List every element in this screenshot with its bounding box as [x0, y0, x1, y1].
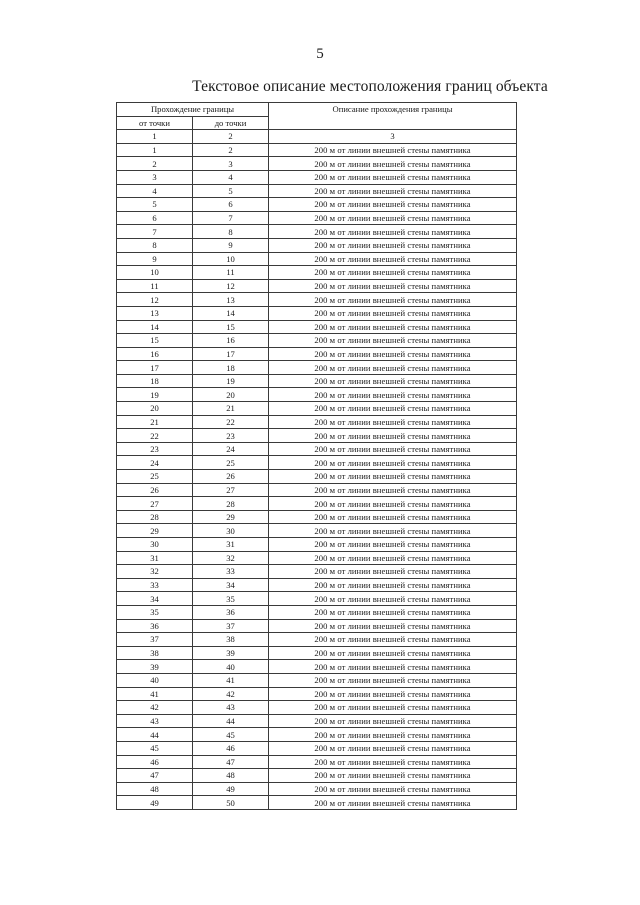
description-cell: 200 м от линии внешней стены памятника	[269, 524, 517, 538]
from-point-cell: 36	[117, 619, 193, 633]
from-point-cell: 2	[117, 157, 193, 171]
to-point-cell: 49	[193, 782, 269, 796]
to-point-cell: 31	[193, 538, 269, 552]
to-point-cell: 23	[193, 429, 269, 443]
description-cell: 200 м от линии внешней стены памятника	[269, 252, 517, 266]
from-point-cell: 1	[117, 143, 193, 157]
table-row	[117, 388, 517, 402]
description-cell: 200 м от линии внешней стены памятника	[269, 728, 517, 742]
from-point-cell: 25	[117, 470, 193, 484]
to-point-cell: 46	[193, 741, 269, 755]
from-point-cell: 30	[117, 538, 193, 552]
description-cell: 200 м от линии внешней стены памятника	[269, 320, 517, 334]
from-point-cell: 35	[117, 605, 193, 619]
description-cell: 200 м от линии внешней стены памятника	[269, 347, 517, 361]
to-point-cell: 33	[193, 565, 269, 579]
table-row	[117, 334, 517, 348]
boundary-description-table	[116, 102, 517, 810]
to-point-cell: 45	[193, 728, 269, 742]
to-point-cell: 7	[193, 211, 269, 225]
header-boundary-passage: Прохождение границы	[117, 103, 269, 117]
description-cell: 200 м от линии внешней стены памятника	[269, 538, 517, 552]
to-point-cell: 48	[193, 769, 269, 783]
to-point-cell: 34	[193, 578, 269, 592]
table-row	[117, 320, 517, 334]
table-row	[117, 769, 517, 783]
table-row	[117, 157, 517, 171]
to-point-cell: 38	[193, 633, 269, 647]
description-cell: 200 м от линии внешней стены памятника	[269, 184, 517, 198]
to-point-cell: 37	[193, 619, 269, 633]
description-cell: 200 м от линии внешней стены памятника	[269, 306, 517, 320]
to-point-cell: 28	[193, 497, 269, 511]
from-point-cell: 17	[117, 361, 193, 375]
to-point-cell: 2	[193, 143, 269, 157]
to-point-cell: 29	[193, 510, 269, 524]
description-cell: 200 м от линии внешней стены памятника	[269, 741, 517, 755]
table-row	[117, 374, 517, 388]
to-point-cell: 42	[193, 687, 269, 701]
to-point-cell: 25	[193, 456, 269, 470]
from-point-cell: 4	[117, 184, 193, 198]
description-cell: 200 м от линии внешней стены памятника	[269, 415, 517, 429]
from-point-cell: 32	[117, 565, 193, 579]
from-point-cell: 28	[117, 510, 193, 524]
to-point-cell: 20	[193, 388, 269, 402]
header-to-point: до точки	[193, 116, 269, 130]
from-point-cell: 46	[117, 755, 193, 769]
table-row	[117, 170, 517, 184]
description-cell: 200 м от линии внешней стены памятника	[269, 605, 517, 619]
from-point-cell: 29	[117, 524, 193, 538]
table-row	[117, 592, 517, 606]
from-point-cell: 14	[117, 320, 193, 334]
table-row	[117, 306, 517, 320]
from-point-cell: 43	[117, 714, 193, 728]
description-cell: 200 м от линии внешней стены памятника	[269, 442, 517, 456]
to-point-cell: 39	[193, 646, 269, 660]
table-row	[117, 211, 517, 225]
table-row	[117, 415, 517, 429]
from-point-cell: 3	[117, 170, 193, 184]
description-cell: 200 м от линии внешней стены памятника	[269, 361, 517, 375]
from-point-cell: 11	[117, 279, 193, 293]
from-point-cell: 47	[117, 769, 193, 783]
table-row	[117, 633, 517, 647]
table-row	[117, 619, 517, 633]
table-row	[117, 279, 517, 293]
table-row	[117, 578, 517, 592]
description-cell: 200 м от линии внешней стены памятника	[269, 701, 517, 715]
table-row	[117, 143, 517, 157]
table-row	[117, 660, 517, 674]
description-cell: 200 м от линии внешней стены памятника	[269, 470, 517, 484]
description-cell: 200 м от линии внешней стены памятника	[269, 157, 517, 171]
table-row	[117, 687, 517, 701]
table-row	[117, 728, 517, 742]
table-row	[117, 538, 517, 552]
description-cell: 200 м от линии внешней стены памятника	[269, 456, 517, 470]
description-cell: 200 м от линии внешней стены памятника	[269, 211, 517, 225]
column-number-1: 1	[117, 130, 193, 144]
from-point-cell: 20	[117, 402, 193, 416]
table-row	[117, 741, 517, 755]
table-row	[117, 701, 517, 715]
table-row	[117, 483, 517, 497]
from-point-cell: 45	[117, 741, 193, 755]
from-point-cell: 19	[117, 388, 193, 402]
from-point-cell: 34	[117, 592, 193, 606]
table-body	[117, 143, 517, 809]
table-row	[117, 497, 517, 511]
to-point-cell: 47	[193, 755, 269, 769]
to-point-cell: 32	[193, 551, 269, 565]
table-row	[117, 252, 517, 266]
from-point-cell: 26	[117, 483, 193, 497]
table-row	[117, 361, 517, 375]
to-point-cell: 6	[193, 198, 269, 212]
table-row	[117, 429, 517, 443]
table-row	[117, 796, 517, 810]
from-point-cell: 16	[117, 347, 193, 361]
table-row	[117, 510, 517, 524]
to-point-cell: 40	[193, 660, 269, 674]
from-point-cell: 37	[117, 633, 193, 647]
to-point-cell: 4	[193, 170, 269, 184]
description-cell: 200 м от линии внешней стены памятника	[269, 293, 517, 307]
from-point-cell: 40	[117, 673, 193, 687]
to-point-cell: 24	[193, 442, 269, 456]
to-point-cell: 9	[193, 238, 269, 252]
description-cell: 200 м от линии внешней стены памятника	[269, 510, 517, 524]
to-point-cell: 30	[193, 524, 269, 538]
document-title: Текстовое описание местоположения границ объекта	[192, 78, 548, 95]
description-cell: 200 м от линии внешней стены памятника	[269, 238, 517, 252]
column-number-2: 2	[193, 130, 269, 144]
description-cell: 200 м от линии внешней стены памятника	[269, 578, 517, 592]
to-point-cell: 43	[193, 701, 269, 715]
to-point-cell: 26	[193, 470, 269, 484]
from-point-cell: 41	[117, 687, 193, 701]
table-row	[117, 755, 517, 769]
description-cell: 200 м от линии внешней стены памятника	[269, 619, 517, 633]
to-point-cell: 22	[193, 415, 269, 429]
to-point-cell: 27	[193, 483, 269, 497]
table-row	[117, 551, 517, 565]
from-point-cell: 7	[117, 225, 193, 239]
description-cell: 200 м от линии внешней стены памятника	[269, 266, 517, 280]
description-cell: 200 м от линии внешней стены памятника	[269, 225, 517, 239]
table-row	[117, 225, 517, 239]
from-point-cell: 5	[117, 198, 193, 212]
header-from-point: от точки	[117, 116, 193, 130]
page-number: 5	[316, 46, 324, 62]
header-description: Описание прохождения границы	[269, 103, 517, 130]
description-cell: 200 м от линии внешней стены памятника	[269, 198, 517, 212]
to-point-cell: 16	[193, 334, 269, 348]
to-point-cell: 19	[193, 374, 269, 388]
from-point-cell: 12	[117, 293, 193, 307]
table-row	[117, 456, 517, 470]
to-point-cell: 15	[193, 320, 269, 334]
from-point-cell: 33	[117, 578, 193, 592]
to-point-cell: 11	[193, 266, 269, 280]
description-cell: 200 м от линии внешней стены памятника	[269, 687, 517, 701]
description-cell: 200 м от линии внешней стены памятника	[269, 782, 517, 796]
column-number-3: 3	[269, 130, 517, 144]
from-point-cell: 27	[117, 497, 193, 511]
to-point-cell: 5	[193, 184, 269, 198]
to-point-cell: 8	[193, 225, 269, 239]
from-point-cell: 39	[117, 660, 193, 674]
table-row	[117, 184, 517, 198]
table-row	[117, 524, 517, 538]
to-point-cell: 50	[193, 796, 269, 810]
description-cell: 200 м от линии внешней стены памятника	[269, 565, 517, 579]
to-point-cell: 12	[193, 279, 269, 293]
table-row	[117, 605, 517, 619]
to-point-cell: 13	[193, 293, 269, 307]
description-cell: 200 м от линии внешней стены памятника	[269, 483, 517, 497]
from-point-cell: 8	[117, 238, 193, 252]
description-cell: 200 м от линии внешней стены памятника	[269, 388, 517, 402]
description-cell: 200 м от линии внешней стены памятника	[269, 592, 517, 606]
description-cell: 200 м от линии внешней стены памятника	[269, 714, 517, 728]
from-point-cell: 10	[117, 266, 193, 280]
description-cell: 200 м от линии внешней стены памятника	[269, 170, 517, 184]
table-row	[117, 714, 517, 728]
description-cell: 200 м от линии внешней стены памятника	[269, 796, 517, 810]
from-point-cell: 9	[117, 252, 193, 266]
table-row	[117, 470, 517, 484]
table-row	[117, 347, 517, 361]
description-cell: 200 м от линии внешней стены памятника	[269, 551, 517, 565]
description-cell: 200 м от линии внешней стены памятника	[269, 334, 517, 348]
to-point-cell: 36	[193, 605, 269, 619]
to-point-cell: 18	[193, 361, 269, 375]
to-point-cell: 41	[193, 673, 269, 687]
from-point-cell: 48	[117, 782, 193, 796]
table-row	[117, 402, 517, 416]
description-cell: 200 м от линии внешней стены памятника	[269, 279, 517, 293]
from-point-cell: 49	[117, 796, 193, 810]
table-row	[117, 565, 517, 579]
description-cell: 200 м от линии внешней стены памятника	[269, 755, 517, 769]
description-cell: 200 м от линии внешней стены памятника	[269, 374, 517, 388]
from-point-cell: 6	[117, 211, 193, 225]
description-cell: 200 м от линии внешней стены памятника	[269, 646, 517, 660]
from-point-cell: 18	[117, 374, 193, 388]
description-cell: 200 м от линии внешней стены памятника	[269, 402, 517, 416]
description-cell: 200 м от линии внешней стены памятника	[269, 673, 517, 687]
from-point-cell: 24	[117, 456, 193, 470]
column-numbers-row	[117, 130, 517, 144]
table-row	[117, 673, 517, 687]
table-row	[117, 198, 517, 212]
from-point-cell: 42	[117, 701, 193, 715]
description-cell: 200 м от линии внешней стены памятника	[269, 633, 517, 647]
to-point-cell: 35	[193, 592, 269, 606]
table-row	[117, 646, 517, 660]
table-row	[117, 782, 517, 796]
from-point-cell: 13	[117, 306, 193, 320]
from-point-cell: 15	[117, 334, 193, 348]
description-cell: 200 м от линии внешней стены памятника	[269, 429, 517, 443]
to-point-cell: 44	[193, 714, 269, 728]
to-point-cell: 10	[193, 252, 269, 266]
from-point-cell: 31	[117, 551, 193, 565]
to-point-cell: 3	[193, 157, 269, 171]
from-point-cell: 44	[117, 728, 193, 742]
from-point-cell: 23	[117, 442, 193, 456]
description-cell: 200 м от линии внешней стены памятника	[269, 143, 517, 157]
to-point-cell: 21	[193, 402, 269, 416]
from-point-cell: 22	[117, 429, 193, 443]
description-cell: 200 м от линии внешней стены памятника	[269, 769, 517, 783]
from-point-cell: 38	[117, 646, 193, 660]
table-row	[117, 238, 517, 252]
description-cell: 200 м от линии внешней стены памятника	[269, 497, 517, 511]
table-row	[117, 293, 517, 307]
from-point-cell: 21	[117, 415, 193, 429]
description-cell: 200 м от линии внешней стены памятника	[269, 660, 517, 674]
table-row	[117, 442, 517, 456]
table-row	[117, 266, 517, 280]
to-point-cell: 17	[193, 347, 269, 361]
to-point-cell: 14	[193, 306, 269, 320]
